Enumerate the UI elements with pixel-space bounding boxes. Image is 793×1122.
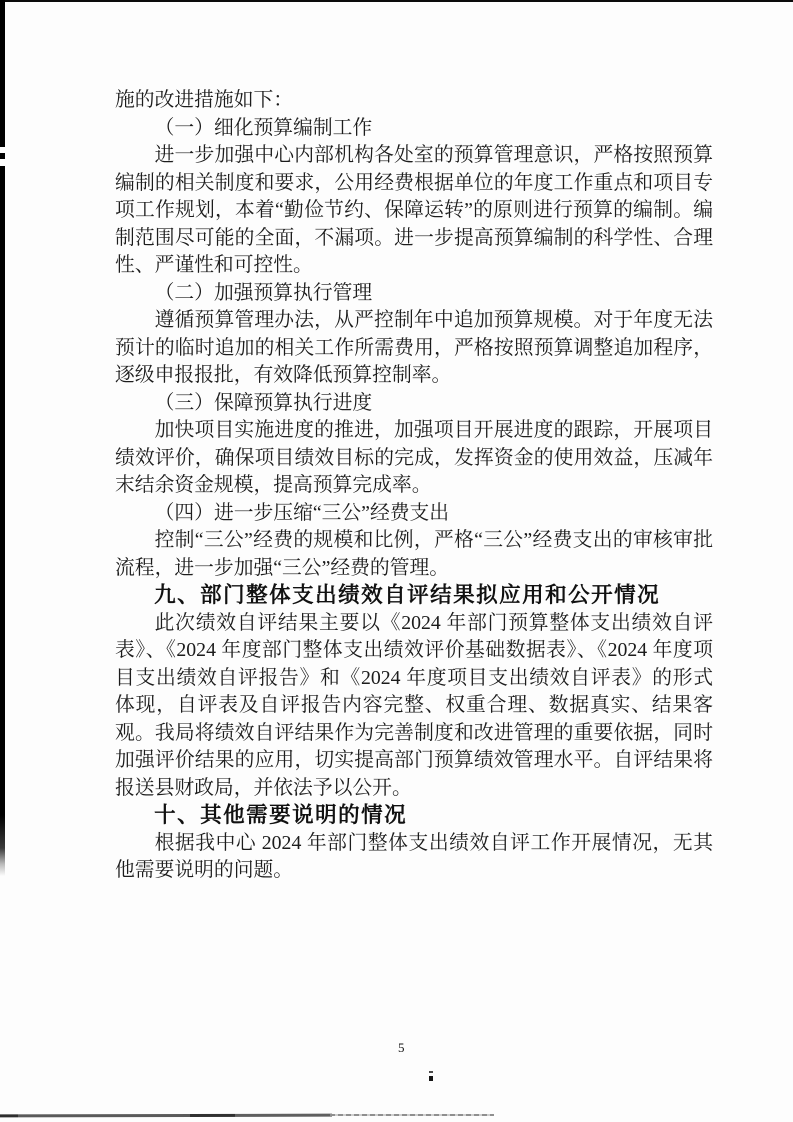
scan-edge-left-strip xyxy=(0,0,5,876)
continuation-text: 施的改进措施如下： xyxy=(115,89,294,111)
scan-edge-top-line xyxy=(0,0,793,2)
paragraph: 遵循预算管理办法，从严控制年中追加预算规模。对于年度无法预计的临时追加的相关工作所需费用，严格按照预算调整追加程序，逐级申报报批，有效降低预算控制率。 xyxy=(115,309,713,386)
section-heading: 十、其他需要说明的情况 xyxy=(154,803,408,827)
document-body xyxy=(115,87,713,885)
paragraph: 进一步加强中心内部机构各处室的预算管理意识，严格按照预算编制的相关制度和要求，公用经费根据单位的年度工作重点和项目专项工作规划，本着“勤俭节约、保障运转”的原则进行预算的编制。编制范围尽可能的全面，不漏项。进一步提高预算编制的科学性、合理性、严谨性和可控性。 xyxy=(115,144,713,276)
scan-bottom-line-faint xyxy=(330,1114,494,1116)
sub-heading: （四）进一步压缩“三公”经费支出 xyxy=(154,501,450,524)
paragraph: 加快项目实施进度的推进，加强项目开展进度的跟踪，开展项目绩效评价，确保项目绩效目标的完成，发挥资金的使用效益，压减年末结余资金规模，提高预算完成率。 xyxy=(115,419,713,496)
section-heading: 九、部门整体支出绩效自评结果拟应用和公开情况 xyxy=(154,583,661,607)
scan-edge-gap xyxy=(0,147,5,153)
page-number: 5 xyxy=(398,1040,405,1055)
paragraph: 根据我中心 2024 年部门整体支出绩效自评工作开展情况，无其他需要说明的问题。 xyxy=(115,831,713,881)
sub-heading: （一）细化预算编制工作 xyxy=(154,116,373,139)
sub-heading: （三）保障预算执行进度 xyxy=(154,391,373,414)
paragraph: 控制“三公”经费的规模和比例，严格“三公”经费支出的审核审批流程，进一步加强“三公”经费的管理。 xyxy=(115,529,713,579)
ink-speck xyxy=(429,1071,433,1081)
scan-bottom-line xyxy=(0,1114,332,1118)
sub-heading: （二）加强预算执行管理 xyxy=(154,281,373,304)
scan-edge-gap xyxy=(0,159,5,166)
paragraph: 此次绩效自评结果主要以《2024 年部门预算整体支出绩效自评表》、《2024 年度部门整体支出绩效评价基础数据表》、《2024 年度项目支出绩效自评报告》和《2024 年度项目支出绩效自评表》的形式体现，自评表及自评报告内容完整、权重合理、数据真实、结果客观。我局将绩效自评结果作为完善制度和改进管理的重要依据，同时加强评价结果的应用，切实提高部门预算绩效管理水平。自评结果将报送县财政局，并依法予以公开。 xyxy=(115,611,713,799)
